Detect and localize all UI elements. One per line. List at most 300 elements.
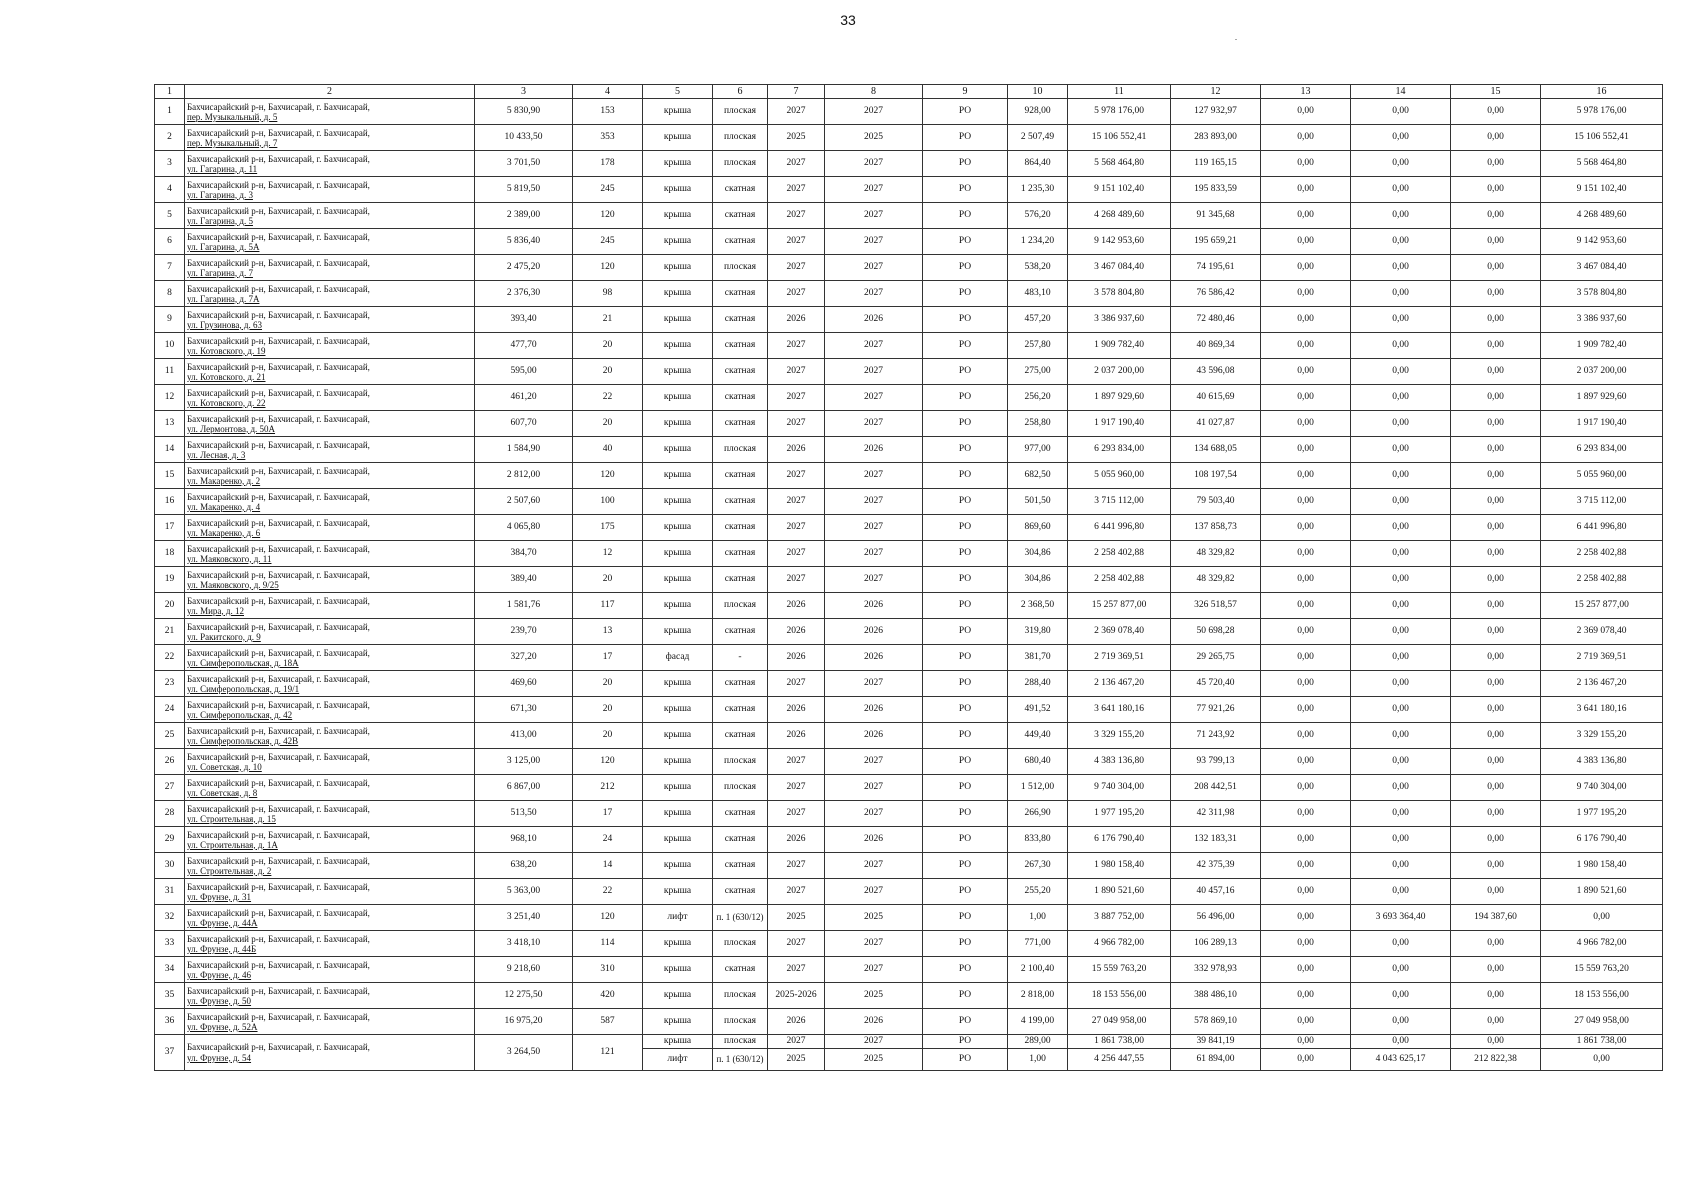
volume: 289,00 xyxy=(1008,1035,1068,1049)
total-area: 477,70 xyxy=(475,333,573,359)
roof-type: скатная xyxy=(713,541,768,567)
total-area: 469,60 xyxy=(475,671,573,697)
roof-type: скатная xyxy=(713,801,768,827)
total-cost: 2 258 402,88 xyxy=(1068,541,1171,567)
fund-federal: 0,00 xyxy=(1261,775,1351,801)
table-row xyxy=(155,879,1663,905)
roof-type: плоская xyxy=(713,749,768,775)
fund-regional: 0,00 xyxy=(1351,983,1451,1009)
work-element: крыша xyxy=(643,359,713,385)
year-start: 2027 xyxy=(768,1035,825,1049)
cost-per-unit: 91 345,68 xyxy=(1171,203,1261,229)
fund-local: 0,00 xyxy=(1451,931,1541,957)
cost-per-unit: 71 243,92 xyxy=(1171,723,1261,749)
address-cell xyxy=(185,931,475,957)
fund-regional: 0,00 xyxy=(1351,411,1451,437)
row-number: 12 xyxy=(155,385,185,411)
address-cell xyxy=(185,645,475,671)
table-row xyxy=(155,853,1663,879)
fund-federal: 0,00 xyxy=(1261,359,1351,385)
fund-local: 0,00 xyxy=(1451,385,1541,411)
year-start: 2026 xyxy=(768,619,825,645)
address-cell xyxy=(185,125,475,151)
work-element: крыша xyxy=(643,827,713,853)
table-row xyxy=(155,827,1663,853)
year-start: 2027 xyxy=(768,931,825,957)
fund-regional: 0,00 xyxy=(1351,541,1451,567)
total-area: 389,40 xyxy=(475,567,573,593)
row-number: 7 xyxy=(155,255,185,281)
total-cost: 27 049 958,00 xyxy=(1068,1009,1171,1035)
year-start: 2026 xyxy=(768,723,825,749)
roof-type: скатная xyxy=(713,463,768,489)
cost-per-unit: 137 858,73 xyxy=(1171,515,1261,541)
total-cost: 1 917 190,40 xyxy=(1068,411,1171,437)
residents-count: 24 xyxy=(573,827,643,853)
executor: РО xyxy=(923,255,1008,281)
executor: РО xyxy=(923,489,1008,515)
total-cost: 1 980 158,40 xyxy=(1068,853,1171,879)
residents-count: 120 xyxy=(573,749,643,775)
cost-per-unit: 326 518,57 xyxy=(1171,593,1261,619)
fund-local: 0,00 xyxy=(1451,567,1541,593)
row-number: 13 xyxy=(155,411,185,437)
year-end: 2027 xyxy=(825,99,923,125)
address-street: ул. Фрунзе, д. 54 xyxy=(187,1052,252,1063)
fund-owners: 0,00 xyxy=(1541,1049,1663,1071)
work-element: крыша xyxy=(643,437,713,463)
total-area: 2 475,20 xyxy=(475,255,573,281)
roof-type: плоская xyxy=(713,437,768,463)
fund-local: 0,00 xyxy=(1451,827,1541,853)
address-city: Бахчисарайский р-н, Бахчисарай, г. Бахчисарай, xyxy=(187,933,370,944)
fund-federal: 0,00 xyxy=(1261,827,1351,853)
year-start: 2027 xyxy=(768,411,825,437)
roof-type: плоская xyxy=(713,99,768,125)
fund-owners: 9 151 102,40 xyxy=(1541,177,1663,203)
fund-federal: 0,00 xyxy=(1261,697,1351,723)
volume: 255,20 xyxy=(1008,879,1068,905)
executor: РО xyxy=(923,1035,1008,1049)
address-cell xyxy=(185,489,475,515)
address-city: Бахчисарайский р-н, Бахчисарай, г. Бахчисарай, xyxy=(187,231,370,242)
residents-count: 420 xyxy=(573,983,643,1009)
year-start: 2026 xyxy=(768,645,825,671)
fund-local: 0,00 xyxy=(1451,489,1541,515)
residents-count: 175 xyxy=(573,515,643,541)
fund-regional: 0,00 xyxy=(1351,1035,1451,1049)
total-area: 239,70 xyxy=(475,619,573,645)
roof-type: плоская xyxy=(713,255,768,281)
work-element: крыша xyxy=(643,255,713,281)
address-city: Бахчисарайский р-н, Бахчисарай, г. Бахчисарай, xyxy=(187,569,370,580)
roof-type: скатная xyxy=(713,827,768,853)
roof-type: скатная xyxy=(713,957,768,983)
roof-type: плоская xyxy=(713,151,768,177)
cost-per-unit: 48 329,82 xyxy=(1171,541,1261,567)
fund-federal: 0,00 xyxy=(1261,333,1351,359)
total-cost: 1 897 929,60 xyxy=(1068,385,1171,411)
address-city: Бахчисарайский р-н, Бахчисарай, г. Бахчисарай, xyxy=(187,127,370,138)
fund-regional: 0,00 xyxy=(1351,931,1451,957)
executor: РО xyxy=(923,801,1008,827)
row-number: 18 xyxy=(155,541,185,567)
volume: 869,60 xyxy=(1008,515,1068,541)
total-area: 461,20 xyxy=(475,385,573,411)
fund-owners: 2 258 402,88 xyxy=(1541,541,1663,567)
year-start: 2027 xyxy=(768,151,825,177)
address-street: ул. Строительная, д. 15 xyxy=(187,813,276,824)
row-number: 4 xyxy=(155,177,185,203)
address-street: ул. Фрунзе, д. 44А xyxy=(187,917,258,928)
volume: 771,00 xyxy=(1008,931,1068,957)
residents-count: 40 xyxy=(573,437,643,463)
year-end: 2026 xyxy=(825,307,923,333)
executor: РО xyxy=(923,229,1008,255)
table-row xyxy=(155,281,1663,307)
fund-federal: 0,00 xyxy=(1261,593,1351,619)
executor: РО xyxy=(923,177,1008,203)
year-end: 2027 xyxy=(825,775,923,801)
cost-per-unit: 578 869,10 xyxy=(1171,1009,1261,1035)
total-cost: 3 641 180,16 xyxy=(1068,697,1171,723)
fund-owners: 4 966 782,00 xyxy=(1541,931,1663,957)
fund-owners: 3 467 084,40 xyxy=(1541,255,1663,281)
fund-federal: 0,00 xyxy=(1261,255,1351,281)
address-street: ул. Гагарина, д. 11 xyxy=(187,163,258,174)
fund-owners: 3 578 804,80 xyxy=(1541,281,1663,307)
fund-owners: 27 049 958,00 xyxy=(1541,1009,1663,1035)
total-area: 607,70 xyxy=(475,411,573,437)
address-cell xyxy=(185,1035,475,1071)
table-row xyxy=(155,645,1663,671)
fund-federal: 0,00 xyxy=(1261,619,1351,645)
table-row xyxy=(155,1009,1663,1035)
cost-per-unit: 93 799,13 xyxy=(1171,749,1261,775)
executor: РО xyxy=(923,827,1008,853)
volume: 275,00 xyxy=(1008,359,1068,385)
work-element: лифт xyxy=(643,1049,713,1071)
table-row xyxy=(155,983,1663,1009)
fund-owners: 1 909 782,40 xyxy=(1541,333,1663,359)
executor: РО xyxy=(923,203,1008,229)
work-element: крыша xyxy=(643,151,713,177)
address-city: Бахчисарайский р-н, Бахчисарай, г. Бахчисарай, xyxy=(187,673,370,684)
fund-owners: 1 897 929,60 xyxy=(1541,385,1663,411)
year-start: 2026 xyxy=(768,827,825,853)
fund-owners: 6 441 996,80 xyxy=(1541,515,1663,541)
total-area: 3 251,40 xyxy=(475,905,573,931)
cost-per-unit: 45 720,40 xyxy=(1171,671,1261,697)
address-cell xyxy=(185,437,475,463)
total-cost: 4 966 782,00 xyxy=(1068,931,1171,957)
fund-local: 0,00 xyxy=(1451,853,1541,879)
work-element: крыша xyxy=(643,541,713,567)
cost-per-unit: 332 978,93 xyxy=(1171,957,1261,983)
roof-type: плоская xyxy=(713,931,768,957)
address-city: Бахчисарайский р-н, Бахчисарай, г. Бахчисарай, xyxy=(187,465,370,476)
column-number: 7 xyxy=(768,85,825,99)
fund-federal: 0,00 xyxy=(1261,489,1351,515)
volume: 4 199,00 xyxy=(1008,1009,1068,1035)
work-element: крыша xyxy=(643,307,713,333)
volume: 501,50 xyxy=(1008,489,1068,515)
total-area: 10 433,50 xyxy=(475,125,573,151)
executor: РО xyxy=(923,359,1008,385)
cost-per-unit: 119 165,15 xyxy=(1171,151,1261,177)
fund-local: 0,00 xyxy=(1451,775,1541,801)
roof-type: скатная xyxy=(713,333,768,359)
table-row xyxy=(155,567,1663,593)
volume: 1 235,30 xyxy=(1008,177,1068,203)
address-street: ул. Фрунзе, д. 52А xyxy=(187,1021,258,1032)
roof-type: скатная xyxy=(713,281,768,307)
fund-regional: 0,00 xyxy=(1351,515,1451,541)
residents-count: 120 xyxy=(573,905,643,931)
fund-local: 0,00 xyxy=(1451,879,1541,905)
fund-regional: 0,00 xyxy=(1351,827,1451,853)
year-start: 2027 xyxy=(768,671,825,697)
address-street: ул. Фрунзе, д. 31 xyxy=(187,891,252,902)
address-street: ул. Строительная, д. 1А xyxy=(187,839,278,850)
fund-federal: 0,00 xyxy=(1261,411,1351,437)
address-cell xyxy=(185,333,475,359)
fund-owners: 6 176 790,40 xyxy=(1541,827,1663,853)
work-element: крыша xyxy=(643,619,713,645)
executor: РО xyxy=(923,541,1008,567)
year-start: 2027 xyxy=(768,463,825,489)
address-cell xyxy=(185,671,475,697)
executor: РО xyxy=(923,619,1008,645)
residents-count: 17 xyxy=(573,801,643,827)
fund-owners: 2 369 078,40 xyxy=(1541,619,1663,645)
year-end: 2025 xyxy=(825,1049,923,1071)
year-end: 2027 xyxy=(825,463,923,489)
row-number: 29 xyxy=(155,827,185,853)
year-end: 2027 xyxy=(825,749,923,775)
fund-federal: 0,00 xyxy=(1261,463,1351,489)
fund-regional: 0,00 xyxy=(1351,723,1451,749)
fund-regional: 0,00 xyxy=(1351,697,1451,723)
address-street: ул. Фрунзе, д. 46 xyxy=(187,969,252,980)
executor: РО xyxy=(923,437,1008,463)
total-cost: 5 055 960,00 xyxy=(1068,463,1171,489)
row-number: 31 xyxy=(155,879,185,905)
fund-local: 0,00 xyxy=(1451,99,1541,125)
work-element: крыша xyxy=(643,801,713,827)
volume: 267,30 xyxy=(1008,853,1068,879)
cost-per-unit: 134 688,05 xyxy=(1171,437,1261,463)
row-number: 30 xyxy=(155,853,185,879)
residents-count: 20 xyxy=(573,671,643,697)
volume: 928,00 xyxy=(1008,99,1068,125)
fund-owners: 3 715 112,00 xyxy=(1541,489,1663,515)
total-area: 513,50 xyxy=(475,801,573,827)
cost-per-unit: 50 698,28 xyxy=(1171,619,1261,645)
fund-federal: 0,00 xyxy=(1261,879,1351,905)
year-start: 2027 xyxy=(768,879,825,905)
executor: РО xyxy=(923,697,1008,723)
address-street: ул. Симферопольская, д. 42 xyxy=(187,709,293,720)
roof-type: плоская xyxy=(713,125,768,151)
address-street: ул. Симферопольская, д. 42В xyxy=(187,735,299,746)
fund-regional: 0,00 xyxy=(1351,307,1451,333)
work-element: лифт xyxy=(643,905,713,931)
fund-federal: 0,00 xyxy=(1261,125,1351,151)
address-street: ул. Макаренко, д. 2 xyxy=(187,475,261,486)
column-number: 8 xyxy=(825,85,923,99)
table-row xyxy=(155,489,1663,515)
year-end: 2027 xyxy=(825,333,923,359)
address-cell xyxy=(185,593,475,619)
work-element: крыша xyxy=(643,931,713,957)
fund-local: 0,00 xyxy=(1451,229,1541,255)
fund-local: 194 387,60 xyxy=(1451,905,1541,931)
fund-regional: 0,00 xyxy=(1351,489,1451,515)
address-cell xyxy=(185,697,475,723)
table-row xyxy=(155,203,1663,229)
cost-per-unit: 42 375,39 xyxy=(1171,853,1261,879)
table-row xyxy=(155,229,1663,255)
year-end: 2026 xyxy=(825,593,923,619)
address-cell xyxy=(185,827,475,853)
cost-per-unit: 40 869,34 xyxy=(1171,333,1261,359)
fund-regional: 0,00 xyxy=(1351,775,1451,801)
year-end: 2026 xyxy=(825,1009,923,1035)
cost-per-unit: 74 195,61 xyxy=(1171,255,1261,281)
residents-count: 117 xyxy=(573,593,643,619)
column-number: 9 xyxy=(923,85,1008,99)
fund-local: 0,00 xyxy=(1451,957,1541,983)
fund-regional: 0,00 xyxy=(1351,645,1451,671)
row-number: 35 xyxy=(155,983,185,1009)
executor: РО xyxy=(923,463,1008,489)
fund-federal: 0,00 xyxy=(1261,983,1351,1009)
executor: РО xyxy=(923,671,1008,697)
fund-federal: 0,00 xyxy=(1261,723,1351,749)
table-row xyxy=(155,723,1663,749)
year-end: 2027 xyxy=(825,957,923,983)
row-number: 11 xyxy=(155,359,185,385)
address-street: ул. Маяковского, д. 9/25 xyxy=(187,579,279,590)
address-cell xyxy=(185,567,475,593)
table-row xyxy=(155,905,1663,931)
work-element: крыша xyxy=(643,99,713,125)
year-end: 2026 xyxy=(825,645,923,671)
address-city: Бахчисарайский р-н, Бахчисарай, г. Бахчисарай, xyxy=(187,647,370,658)
fund-regional: 0,00 xyxy=(1351,567,1451,593)
column-number: 14 xyxy=(1351,85,1451,99)
address-city: Бахчисарайский р-н, Бахчисарай, г. Бахчисарай, xyxy=(187,413,370,424)
table-row xyxy=(155,463,1663,489)
volume: 304,86 xyxy=(1008,567,1068,593)
row-number: 9 xyxy=(155,307,185,333)
address-city: Бахчисарайский р-н, Бахчисарай, г. Бахчисарай, xyxy=(187,751,370,762)
fund-regional: 0,00 xyxy=(1351,801,1451,827)
work-element: крыша xyxy=(643,177,713,203)
table-row xyxy=(155,307,1663,333)
address-cell xyxy=(185,99,475,125)
fund-owners: 1 980 158,40 xyxy=(1541,853,1663,879)
fund-owners: 6 293 834,00 xyxy=(1541,437,1663,463)
total-cost: 18 153 556,00 xyxy=(1068,983,1171,1009)
work-element: крыша xyxy=(643,229,713,255)
year-start: 2027 xyxy=(768,515,825,541)
table-row xyxy=(155,437,1663,463)
roof-type: скатная xyxy=(713,567,768,593)
residents-count: 21 xyxy=(573,307,643,333)
total-cost: 2 258 402,88 xyxy=(1068,567,1171,593)
roof-type: скатная xyxy=(713,671,768,697)
executor: РО xyxy=(923,593,1008,619)
total-cost: 3 467 084,40 xyxy=(1068,255,1171,281)
column-number: 2 xyxy=(185,85,475,99)
residents-count: 20 xyxy=(573,411,643,437)
total-area: 968,10 xyxy=(475,827,573,853)
row-number: 6 xyxy=(155,229,185,255)
volume: 304,86 xyxy=(1008,541,1068,567)
address-cell xyxy=(185,723,475,749)
table-row xyxy=(155,99,1663,125)
fund-federal: 0,00 xyxy=(1261,203,1351,229)
executor: РО xyxy=(923,749,1008,775)
total-area: 3 264,50 xyxy=(475,1035,573,1071)
total-cost: 4 256 447,55 xyxy=(1068,1049,1171,1071)
total-cost: 5 978 176,00 xyxy=(1068,99,1171,125)
table-body xyxy=(155,85,1663,1071)
total-area: 3 418,10 xyxy=(475,931,573,957)
year-end: 2027 xyxy=(825,489,923,515)
fund-local: 0,00 xyxy=(1451,541,1541,567)
address-street: ул. Симферопольская, д. 18А xyxy=(187,657,299,668)
fund-local: 0,00 xyxy=(1451,151,1541,177)
fund-owners: 2 037 200,00 xyxy=(1541,359,1663,385)
fund-owners: 3 329 155,20 xyxy=(1541,723,1663,749)
executor: РО xyxy=(923,1009,1008,1035)
residents-count: 17 xyxy=(573,645,643,671)
work-element: крыша xyxy=(643,853,713,879)
row-number: 34 xyxy=(155,957,185,983)
residents-count: 120 xyxy=(573,463,643,489)
cost-per-unit: 29 265,75 xyxy=(1171,645,1261,671)
address-city: Бахчисарайский р-н, Бахчисарай, г. Бахчисарай, xyxy=(187,439,370,450)
fund-local: 0,00 xyxy=(1451,1035,1541,1049)
total-cost: 15 559 763,20 xyxy=(1068,957,1171,983)
address-cell xyxy=(185,957,475,983)
address-street: ул. Маяковского, д. 11 xyxy=(187,553,272,564)
roof-type: скатная xyxy=(713,515,768,541)
address-cell xyxy=(185,151,475,177)
fund-regional: 0,00 xyxy=(1351,333,1451,359)
row-number: 8 xyxy=(155,281,185,307)
executor: РО xyxy=(923,281,1008,307)
total-cost: 3 887 752,00 xyxy=(1068,905,1171,931)
address-cell xyxy=(185,619,475,645)
total-area: 2 376,30 xyxy=(475,281,573,307)
address-city: Бахчисарайский р-н, Бахчисарай, г. Бахчисарай, xyxy=(187,361,370,372)
row-number: 32 xyxy=(155,905,185,931)
address-city: Бахчисарайский р-н, Бахчисарай, г. Бахчисарай, xyxy=(187,309,370,320)
row-number: 19 xyxy=(155,567,185,593)
roof-type: скатная xyxy=(713,177,768,203)
total-area: 5 836,40 xyxy=(475,229,573,255)
address-city: Бахчисарайский р-н, Бахчисарай, г. Бахчисарай, xyxy=(187,1011,370,1022)
roof-type: скатная xyxy=(713,723,768,749)
address-city: Бахчисарайский р-н, Бахчисарай, г. Бахчисарай, xyxy=(187,985,370,996)
table-row xyxy=(155,151,1663,177)
row-number: 10 xyxy=(155,333,185,359)
fund-federal: 0,00 xyxy=(1261,957,1351,983)
